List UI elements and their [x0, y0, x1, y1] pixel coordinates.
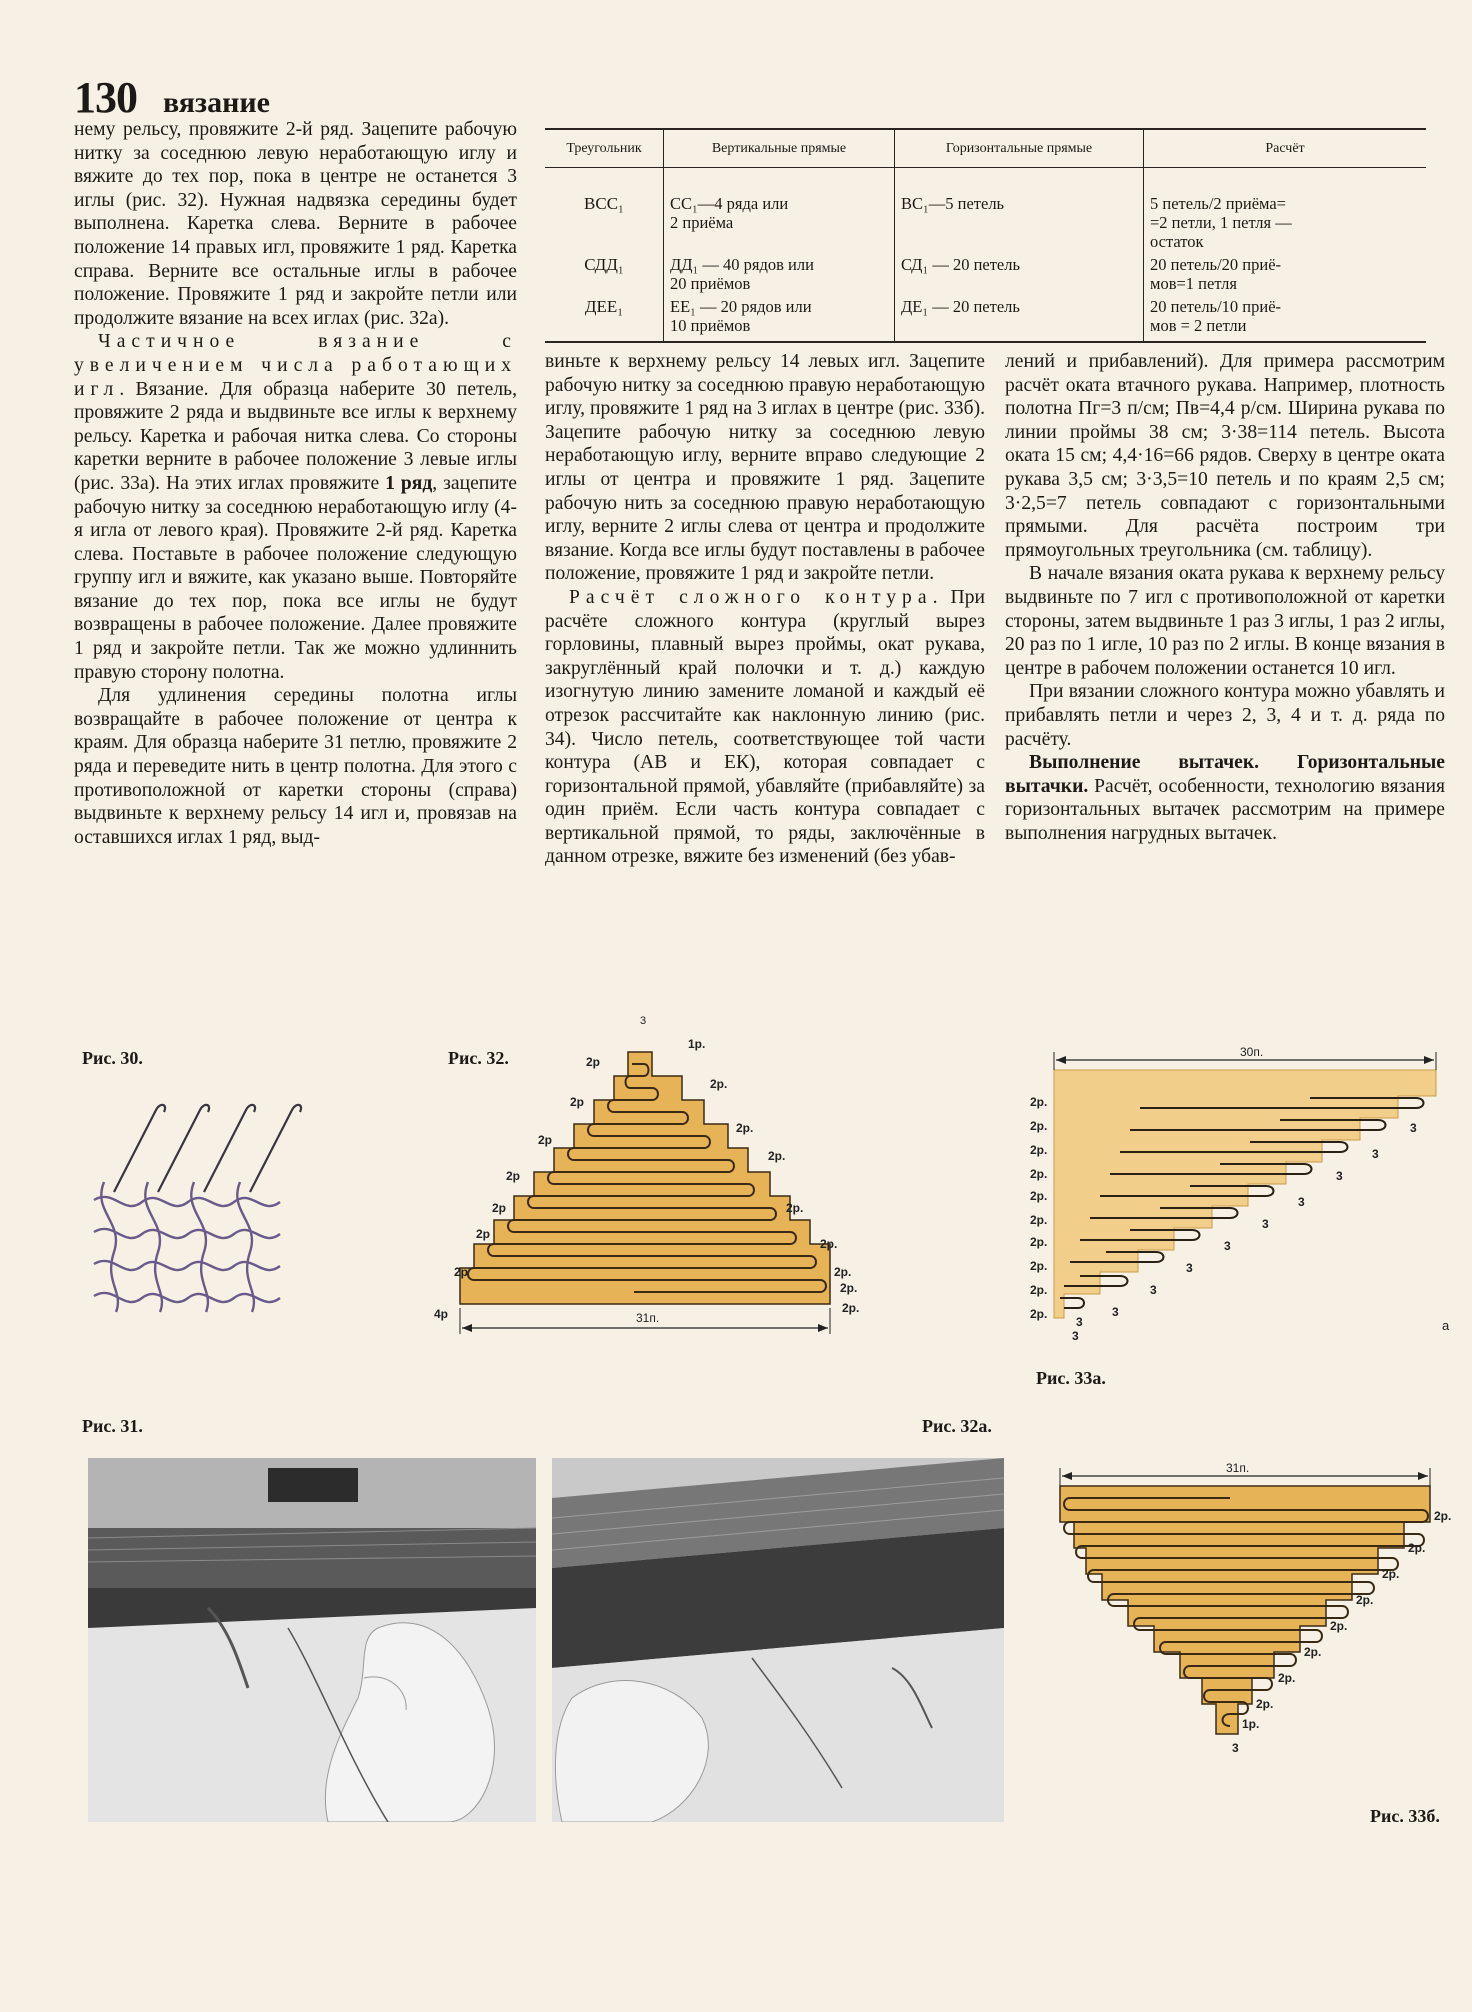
stepped-pyramid-diagram: [430, 1012, 870, 1372]
cell-line: мов=1 петля: [1150, 274, 1237, 293]
row-label: 2р: [538, 1133, 553, 1147]
row-label: 2р.: [840, 1281, 858, 1295]
width-label: 30п.: [1240, 1046, 1264, 1059]
row-label: 2р.: [1030, 1213, 1048, 1227]
text-column-2: [545, 350, 985, 869]
calculation-table: [545, 128, 1426, 343]
caption-fig30: Рис. 30.: [82, 1048, 143, 1068]
table-cell: [664, 168, 895, 254]
row-label: 1р.: [688, 1037, 706, 1051]
row-label: 2р.: [1278, 1671, 1296, 1685]
run-in-heading: Расчёт сложного контура: [569, 586, 933, 608]
row-label: 2р.: [1030, 1143, 1048, 1157]
table-header-row: [545, 129, 1426, 168]
row-label: 2р.: [1330, 1619, 1348, 1633]
table-cell: [1144, 295, 1427, 342]
cell-line: 2 приёма: [670, 213, 734, 232]
cell-line: 20 петель/20 приё-: [1150, 255, 1282, 274]
bold-run: Выполнение вытачек. Горизонтальные вытачки.: [1005, 752, 1445, 797]
cell-line: 5 петель/2 приёма=: [1150, 194, 1286, 213]
step-label: 3: [1298, 1195, 1305, 1209]
section-title: вязание: [163, 86, 270, 119]
table-header: Треугольник: [545, 129, 664, 168]
row-label: 2р.: [736, 1121, 754, 1135]
table-row: [545, 295, 1426, 342]
step-label: 3: [1336, 1169, 1343, 1183]
table-header: Горизонтальные прямые: [895, 129, 1144, 168]
row-label: 2р.: [768, 1149, 786, 1163]
step-label: 3: [1072, 1329, 1079, 1342]
paragraph: При вязании сложного контура можно убавлять и прибавлять петли и через 2, 3, 4 и т. д. ряда по расчёту.: [1005, 681, 1445, 750]
paragraph: В начале вязания оката рукава к верхнему рельсу выдвиньте по 7 игл с противоположной от каретки стороны, затем выдвиньте 1 раз 3 иглы, 1 раз 2 иглы, 20 раз по 1 игле, 10 раз по 2 иглы. В конце вязания в центре в рабочем положении останется 10 игл.: [1005, 563, 1445, 679]
table-header: Вертикальные прямые: [664, 129, 895, 168]
cell-line: остаток: [1150, 232, 1204, 251]
table-row: [545, 168, 1426, 254]
step-label: 3: [1410, 1121, 1417, 1135]
text-run: . При расчёте сложного контура (круглый вырез горловины, плавный вырез проймы, окат рукава, закруглённый край полочки и т. д.) каждую изогнутую линию замените ломаной и каждый её отрезок рассчитайте как наклонную линию (рис. 34). Число петель, соответствующее той части контура (АВ и ЕК), которая совпадает с горизонтальной прямой, убавляйте (прибавляйте) за один приём. Если часть контура совпадает с вертикальной прямой, то ряды, заключённые в данном отрезке, вяжите без изменений (без убав-: [545, 586, 985, 868]
cell-line: СС₁—4 ряда или: [670, 194, 789, 213]
paragraph: [545, 586, 985, 869]
paragraph: [74, 330, 517, 684]
text-column-1: [74, 118, 517, 849]
row-label: 4р: [434, 1307, 449, 1321]
step-label: 3: [1076, 1315, 1083, 1329]
row-label: 2р.: [1382, 1567, 1400, 1581]
cell-line: 20 петель/10 приё-: [1150, 297, 1282, 316]
knitting-machine-photo-1: [88, 1458, 536, 1822]
row-label: 2р.: [842, 1301, 860, 1315]
text-run: . Вязание. Для образца наберите 30 петель, провяжите 2 ряда и выдвиньте все иглы к верхнему рельсу. Каретка и рабочая нитка слева. Со стороны каретки верните в рабочее положение 3 левые иглы (рис. 33а). На этих иглах провяжите: [74, 378, 517, 494]
top-label: 3: [640, 1015, 647, 1027]
row-label: 2р: [492, 1201, 507, 1215]
row-label: 2р.: [1256, 1697, 1274, 1711]
row-label: 2р.: [1030, 1119, 1048, 1133]
step-label: 3: [1232, 1741, 1239, 1755]
caption-fig33a: Рис. 33а.: [1036, 1368, 1106, 1388]
row-label: 2р.: [834, 1265, 852, 1279]
row-label: 2р: [476, 1227, 491, 1241]
row-label: 2р.: [820, 1237, 838, 1251]
width-label: 31п.: [636, 1311, 660, 1325]
table-cell: ДЕЕ₁: [545, 295, 664, 342]
step-label: 3: [1224, 1239, 1231, 1253]
row-label: 2р: [586, 1055, 601, 1069]
caption-fig32a: Рис. 32а.: [922, 1416, 992, 1436]
row-label: 2р: [454, 1265, 469, 1279]
staircase-triangle-diagram: [1020, 1046, 1460, 1342]
row-label: 2р: [506, 1169, 521, 1183]
paragraph: Для удлинения середины полотна иглы возвращайте в рабочее положение от центра к краям. Для образца наберите 31 петлю, провяжите 2 ряда и переведите нить в центр полотна. Для этого с противоположной от каретки стороны (справа) выдвиньте к верхнему рельсу 14 игл и, провязав на оставшихся иглах 1 ряд, выд-: [74, 685, 517, 848]
corner-label: а: [1442, 1318, 1450, 1333]
paragraph: виньте к верхнему рельсу 14 левых игл. Зацепите рабочую нитку за соседнюю правую неработающую иглу, провяжите 1 ряд на 3 иглах в центре (рис. 33б). Зацепите рабочую нитку за соседнюю левую неработающую иглу, верните вправо следующие 2 иглы от центра и провяжите 1 ряд. Зацепите рабочую нить за соседнюю правую неработающую иглу, верните 2 иглы слева от центра и продолжите вязание. Когда все иглы будут поставлены в рабочее положение, провяжите 1 ряд и закройте петли.: [545, 351, 985, 585]
row-label: 2р.: [1408, 1541, 1426, 1555]
table-cell: [664, 253, 895, 295]
row-label: 2р.: [1030, 1235, 1048, 1249]
run-in-heading: Частичное вязание с увеличением числа работающих игл: [74, 331, 517, 400]
width-label: 31п.: [1226, 1461, 1250, 1475]
text-column-3: [1005, 350, 1445, 845]
step-label: 3: [1112, 1305, 1119, 1319]
table-cell: СДД₁: [584, 255, 624, 274]
cell-line: 10 приёмов: [670, 316, 751, 335]
knitting-machine-photo-2: [552, 1458, 1004, 1822]
table-cell: ВС₁—5 петель: [895, 168, 1144, 254]
row-label: 2р.: [786, 1201, 804, 1215]
row-label: 2р.: [1434, 1509, 1452, 1523]
cell-line: ЕЕ₁ — 20 рядов или: [670, 297, 812, 316]
cell-line: ДД₁ — 40 рядов или: [670, 255, 814, 274]
text-run: , зацепите рабочую нитку за соседнюю неработающую иглу (4-я игла от левого края). Провяжите 2-й ряд. Каретка слева. Поставьте в рабочее положение следующую группу игл и вяжите, как указано выше. Повторяйте вязание до тех пор, пока все иглы не будут возвращены в рабочее положение. Далее провяжите 1 ряд и закройте петли. Так же можно удлиннить правую сторону полотна.: [74, 472, 518, 683]
row-label: 2р.: [1030, 1189, 1048, 1203]
text-run: Расчёт, особенности, технологию вязания горизонтальных вытачек рассмотрим на примере выполнения нагрудных вытачек.: [1005, 775, 1445, 844]
row-label: 2р.: [710, 1077, 728, 1091]
row-label: 2р.: [1030, 1167, 1048, 1181]
step-label: 3: [1262, 1217, 1269, 1231]
cell-line: мов = 2 петли: [1150, 316, 1247, 335]
row-label: 2р.: [1030, 1095, 1048, 1109]
page-header: [74, 72, 270, 123]
table-cell: СД₁ — 20 петель: [895, 253, 1144, 295]
table-cell: ВСС₁: [584, 194, 624, 213]
page-number: 130: [74, 73, 137, 122]
row-label: 1р.: [1242, 1717, 1260, 1731]
caption-fig31: Рис. 31.: [82, 1416, 143, 1436]
table-cell: [664, 295, 895, 342]
paragraph: [1005, 751, 1445, 845]
table-cell: ДЕ₁ — 20 петель: [895, 295, 1144, 342]
table-cell: [1144, 253, 1427, 295]
step-label: 3: [1150, 1283, 1157, 1297]
paragraph: лений и прибавлений). Для примера рассмотрим расчёт оката втачного рукава. Например, плотность полотна Пг=3 п/см; Пв=4,4 р/см. Ширина рукава по линии проймы 38 см; 3·38=114 петель. Высота оката 15 см; 4,4·16=66 рядов. Сверху в центре оката рукава 3,5 см; 3·3,5=10 петель и по краям 2,5 см; 3·2,5=7 петель совпадают с горизонтальными прямыми. Для расчёта построим три прямоугольных треугольника (см. таблицу).: [1005, 351, 1445, 561]
caption-fig32: Рис. 32.: [448, 1048, 509, 1068]
row-label: 2р: [570, 1095, 585, 1109]
table-header: Расчёт: [1144, 129, 1427, 168]
step-label: 3: [1372, 1147, 1379, 1161]
row-label: 2р.: [1356, 1593, 1374, 1607]
cell-line: =2 петли, 1 петля —: [1150, 213, 1292, 232]
knit-stitch-illustration: [84, 1092, 314, 1318]
row-label: 2р.: [1030, 1307, 1048, 1321]
inverted-staircase-diagram: [1030, 1456, 1460, 1816]
caption-fig33b: Рис. 33б.: [1370, 1806, 1440, 1826]
row-label: 2р.: [1030, 1259, 1048, 1273]
bold-run: 1 ряд: [385, 472, 433, 494]
row-label: 2р.: [1030, 1283, 1048, 1297]
row-label: 2р.: [1304, 1645, 1322, 1659]
table-cell: [1144, 168, 1427, 254]
cell-line: 20 приёмов: [670, 274, 751, 293]
paragraph: нему рельсу, провяжите 2-й ряд. Зацепите рабочую нитку за соседнюю левую неработающую иглу и вяжите до тех пор, пока в центре не останется 3 иглы (рис. 32). Нужная надвязка середины будет выполнена. Каретка слева. Верните в рабочее положение 14 правых игл, провяжите 1 ряд. Каретка справа. Верните все остальные иглы в рабочее положение. Провяжите 1 ряд и закройте петли или продолжите вязание на всех иглах (рис. 32а).: [74, 119, 517, 329]
table-row: [545, 253, 1426, 295]
step-label: 3: [1186, 1261, 1193, 1275]
